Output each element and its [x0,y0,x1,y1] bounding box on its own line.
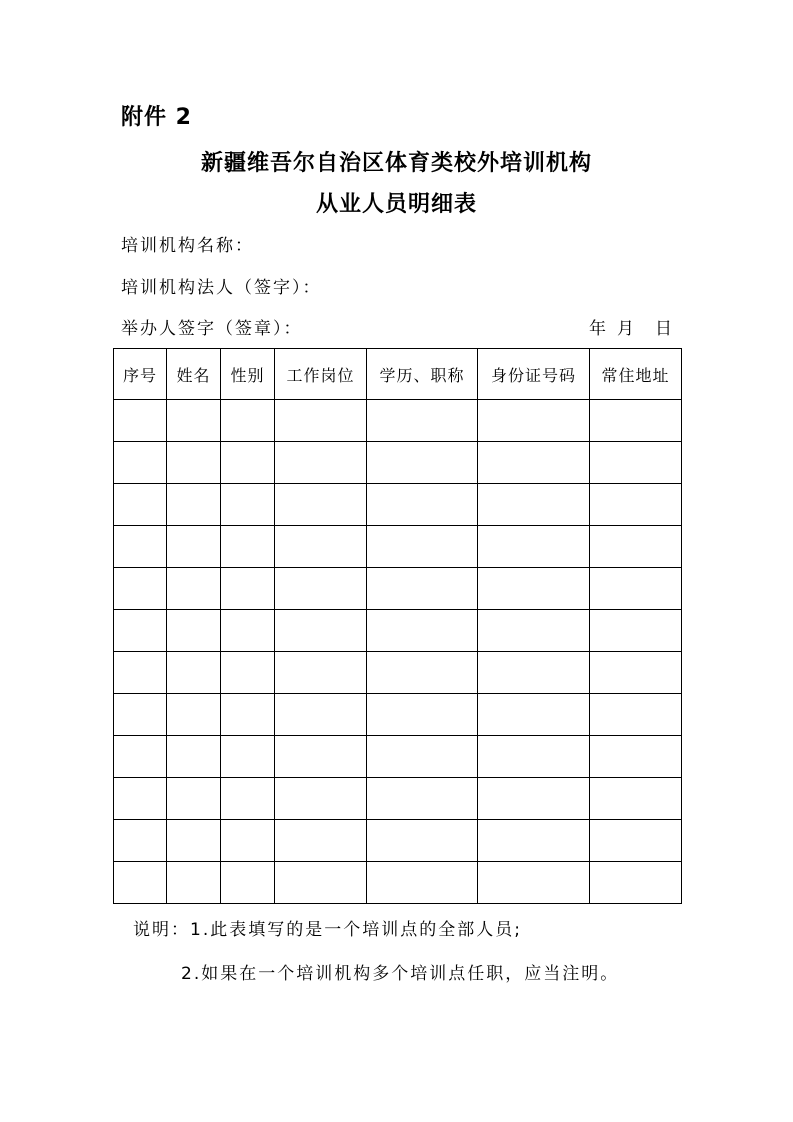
table-cell [221,652,275,694]
table-cell [167,694,221,736]
table-cell [275,484,367,526]
staff-table [113,348,682,904]
table-cell [275,694,367,736]
table-cell [478,820,590,862]
table-cell [367,484,478,526]
table-cell [590,484,682,526]
table-cell [221,610,275,652]
table-cell [478,652,590,694]
table-row [114,862,682,904]
table-cell [478,400,590,442]
table-row [114,778,682,820]
table-cell [478,694,590,736]
table-cell [367,610,478,652]
table-cell [478,862,590,904]
table-cell [114,694,167,736]
table-row [114,568,682,610]
table-cell [114,610,167,652]
table-cell [114,652,167,694]
table-cell [367,442,478,484]
table-cell [275,820,367,862]
table-cell [221,820,275,862]
table-cell [367,652,478,694]
table-cell [167,736,221,778]
table-row [114,694,682,736]
table-cell [590,778,682,820]
table-cell [367,526,478,568]
header-id-number: 身份证号码 [478,349,590,400]
header-education-title: 学历、职称 [367,349,478,400]
table-cell [590,652,682,694]
note-line-1: 说明：1.此表填写的是一个培训点的全部人员; [133,920,522,940]
table-cell [275,862,367,904]
table-cell [367,568,478,610]
table-row [114,484,682,526]
table-cell [367,400,478,442]
table-cell [114,484,167,526]
table-row [114,820,682,862]
institution-name-field: 培训机构名称： [121,236,254,256]
table-cell [114,568,167,610]
table-cell [221,442,275,484]
header-address: 常住地址 [590,349,682,400]
table-cell [167,778,221,820]
table-cell [167,568,221,610]
table-cell [275,652,367,694]
table-cell [114,862,167,904]
date-month-label: 月 [617,319,636,339]
table-row [114,736,682,778]
table-cell [478,484,590,526]
table-cell [275,400,367,442]
date-year-label: 年 [589,319,608,339]
table-cell [167,652,221,694]
table-cell [367,736,478,778]
table-cell [221,568,275,610]
table-row [114,442,682,484]
table-row [114,652,682,694]
table-cell [590,610,682,652]
table-cell [478,778,590,820]
table-cell [221,526,275,568]
table-cell [221,694,275,736]
table-cell [478,736,590,778]
header-job-position: 工作岗位 [275,349,367,400]
table-cell [367,778,478,820]
date-day-label: 日 [655,319,674,339]
table-cell [221,862,275,904]
table-cell [114,442,167,484]
table-row [114,400,682,442]
table-cell [114,778,167,820]
note-line-2: 2.如果在一个培训机构多个培训点任职，应当注明。 [181,964,620,984]
header-gender: 性别 [221,349,275,400]
table-cell [590,526,682,568]
document-title-line-1: 新疆维吾尔自治区体育类校外培训机构 [200,151,592,176]
table-cell [114,820,167,862]
table-cell [478,442,590,484]
table-cell [114,400,167,442]
table-header-row [114,349,682,400]
table-cell [275,568,367,610]
table-cell [367,862,478,904]
table-cell [590,862,682,904]
table-cell [221,484,275,526]
table-cell [590,736,682,778]
table-row [114,610,682,652]
table-cell [114,736,167,778]
table-cell [167,862,221,904]
table-cell [221,736,275,778]
table-cell [167,484,221,526]
legal-person-signature-field: 培训机构法人（签字）： [121,278,322,298]
header-serial-number: 序号 [114,349,167,400]
table-cell [167,442,221,484]
table-cell [167,526,221,568]
table-cell [367,820,478,862]
table-cell [275,736,367,778]
organizer-signature-field: 举办人签字（签章）： [121,319,303,339]
table-cell [478,610,590,652]
table-cell [275,442,367,484]
table-cell [167,820,221,862]
date-field [589,314,677,339]
table-cell [590,442,682,484]
annex-label: 附件 2 [121,105,192,130]
table-cell [478,568,590,610]
document-title-line-2: 从业人员明细表 [315,192,477,217]
table-cell [590,694,682,736]
table-cell [275,610,367,652]
table-cell [167,610,221,652]
table-cell [167,400,221,442]
table-cell [590,820,682,862]
header-name: 姓名 [167,349,221,400]
table-cell [221,400,275,442]
table-cell [590,568,682,610]
table-cell [114,526,167,568]
table-cell [367,694,478,736]
table-cell [221,778,275,820]
table-row [114,526,682,568]
table-cell [275,778,367,820]
table-cell [275,526,367,568]
staff-table-body [114,400,682,904]
table-cell [590,400,682,442]
table-cell [478,526,590,568]
